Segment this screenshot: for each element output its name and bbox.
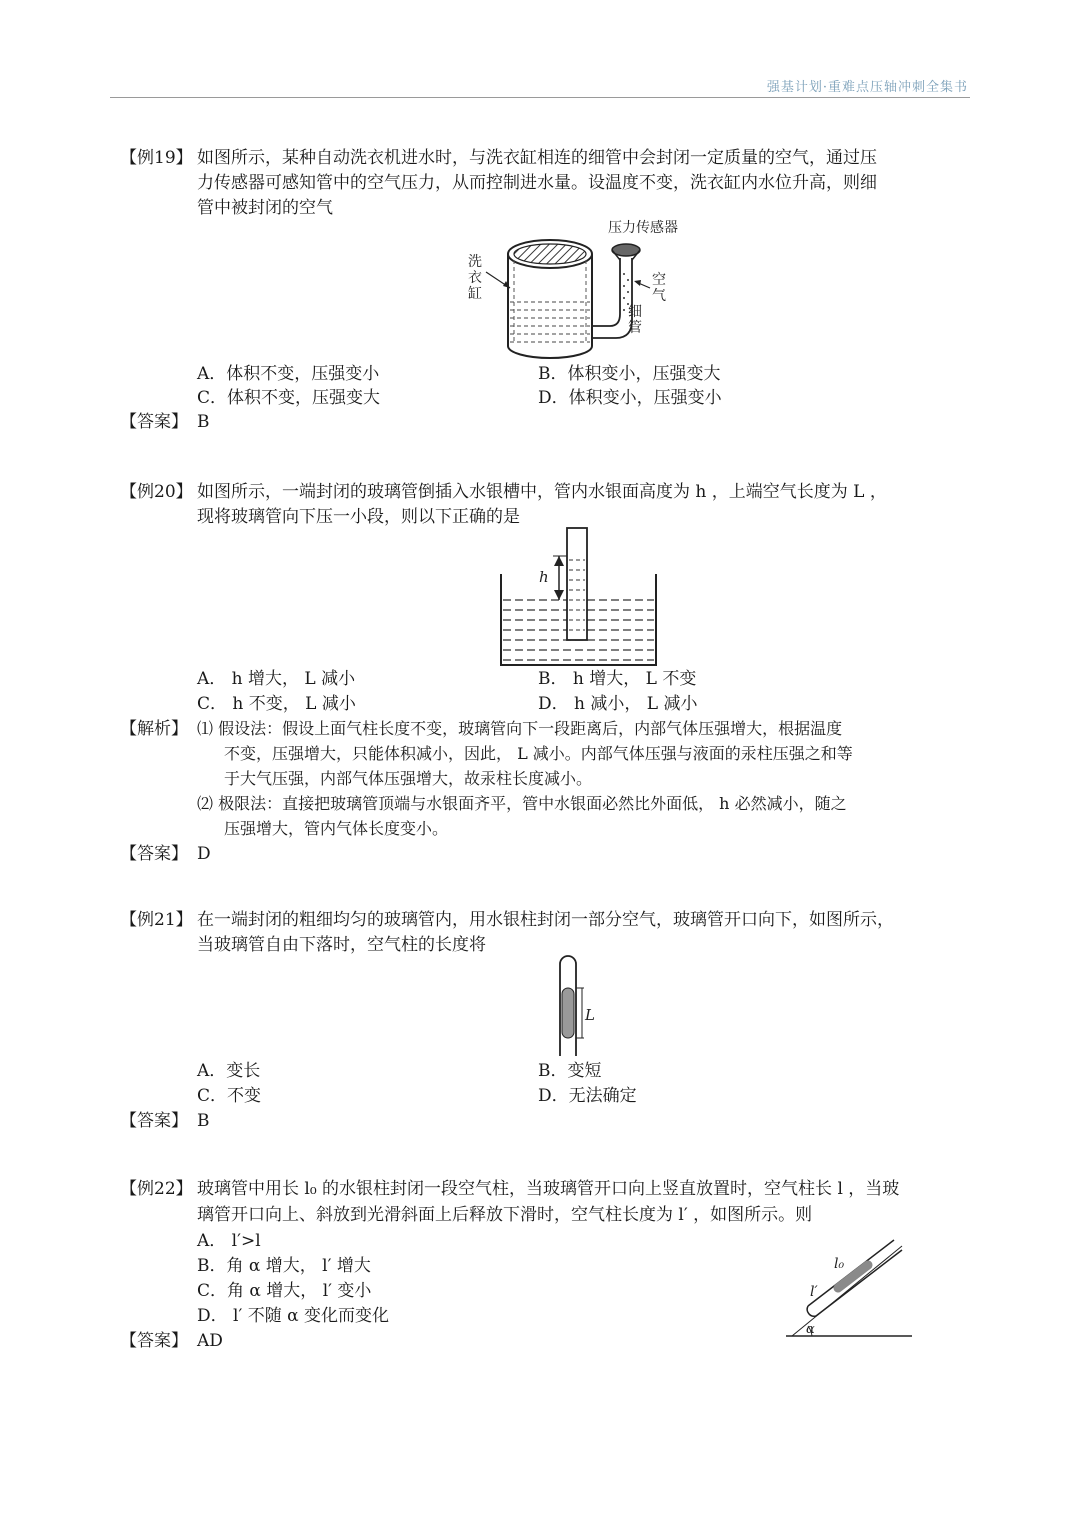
ex22-option-c: C．角 α 增大， l′ 变小 [197,1281,372,1301]
ex19-tub-label-3: 缸 [468,286,482,302]
ex22-l0-label: l₀ [834,1256,845,1272]
ex19-question-line-3: 管中被封闭的空气 [197,198,333,218]
ex21-L-label: L [585,1006,595,1024]
header-title: 强基计划·重难点压轴冲刺全集书 [766,80,968,95]
ex20-answer-label: 【答案】 [120,844,188,864]
ex19-question-line-1: 如图所示，某种自动洗衣机进水时，与洗衣缸相连的细管中会封闭一定质量的空气，通过压 [197,148,877,168]
ex20-explain-line-1: ⑴ 假设法：假设上面气柱长度不变，玻璃管向下一段距离后，内部气体压强增大，根据温度 [197,719,843,738]
ex19-answer-label: 【答案】 [120,412,188,432]
header-rule [110,97,970,98]
ex21-option-a: A．变长 [197,1061,261,1081]
ex22-incline-figure [782,1236,916,1340]
ex22-question-line-2: 璃管开口向上、斜放到光滑斜面上后释放下滑时，空气柱长度为 l′ ，如图所示。则 [197,1205,813,1225]
ex19-option-c: C．体积不变，压强变大 [197,388,381,408]
ex19-tub-label-1: 洗 [468,254,482,270]
ex21-option-d: D．无法确定 [538,1086,637,1106]
ex19-tub-label-2: 衣 [468,270,482,286]
ex22-lprime-label: l′ [810,1284,818,1300]
ex19-label: 【例19】 [120,148,193,168]
ex20-option-a: A． h 增大， L 减小 [197,669,356,689]
ex20-label: 【例20】 [120,482,193,502]
ex21-answer-label: 【答案】 [120,1111,188,1131]
ex22-alpha-label: α [806,1322,815,1337]
ex19-air-label-2: 气 [652,288,666,304]
ex20-option-b: B． h 增大， L 不变 [538,669,697,689]
ex22-question-line-1: 玻璃管中用长 l₀ 的水银柱封闭一段空气柱，当玻璃管开口向上竖直放置时，空气柱长 l ，当玻 [197,1179,900,1199]
ex19-washing-machine-figure [460,214,700,364]
ex20-option-d: D． h 减小， L 减小 [538,694,698,714]
ex20-explain-label: 【解析】 [120,719,188,739]
ex20-answer: D [197,844,211,864]
ex20-explain-line-4: ⑵ 极限法：直接把玻璃管顶端与水银面齐平，管中水银面必然比外面低， h 必然减小，随之 [197,794,847,813]
ex21-question-line-2: 当玻璃管自由下落时，空气柱的长度将 [197,935,486,955]
ex20-option-c: C． h 不变， L 减小 [197,694,356,714]
ex22-answer-label: 【答案】 [120,1331,188,1351]
ex20-explain-line-2: 不变，压强增大，只能体积减小，因此， L 减小。内部气体压强与液面的汞柱压强之和等 [224,744,853,763]
ex21-tube-figure [548,954,608,1060]
ex19-air-label-1: 空 [652,272,666,288]
ex21-question-line-1: 在一端封闭的粗细均匀的玻璃管内，用水银柱封闭一部分空气，玻璃管开口向下，如图所示， [197,910,894,930]
ex21-label: 【例21】 [120,910,193,930]
ex22-option-a: A． l′>l [197,1231,261,1251]
ex19-tube-label-1: 细 [628,304,642,320]
ex19-option-b: B．体积变小，压强变大 [538,364,721,384]
ex21-answer: B [197,1111,210,1131]
ex19-option-d: D．体积变小，压强变小 [538,388,722,408]
ex22-option-b: B．角 α 增大， l′ 增大 [197,1256,371,1276]
ex22-answer: AD [197,1331,223,1351]
ex20-question-line-1: 如图所示，一端封闭的玻璃管倒插入水银槽中，管内水银面高度为 h ，上端空气长度为 L ， [197,482,887,502]
ex19-question-line-2: 力传感器可感知管中的空气压力，从而控制进水量。设温度不变，洗衣缸内水位升高，则细 [197,173,877,193]
ex21-option-b: B．变短 [538,1061,602,1081]
ex22-label: 【例22】 [120,1179,193,1199]
ex20-question-line-2: 现将玻璃管向下压一小段，则以下正确的是 [197,507,520,527]
ex19-option-a: A．体积不变，压强变小 [197,364,380,384]
ex22-option-d: D． l′ 不随 α 变化而变化 [197,1306,390,1326]
ex20-h-label: h [539,568,549,586]
ex19-answer: B [197,412,210,432]
ex20-explain-line-5: 压强增大，管内气体长度变小。 [224,819,449,838]
ex21-option-c: C．不变 [197,1086,262,1106]
ex20-explain-line-3: 于大气压强，内部气体压强增大，故汞柱长度减小。 [224,769,593,788]
ex19-tube-label-2: 管 [628,320,642,336]
ex19-sensor-label: 压力传感器 [608,220,678,236]
ex20-mercury-trough-figure [495,526,665,668]
